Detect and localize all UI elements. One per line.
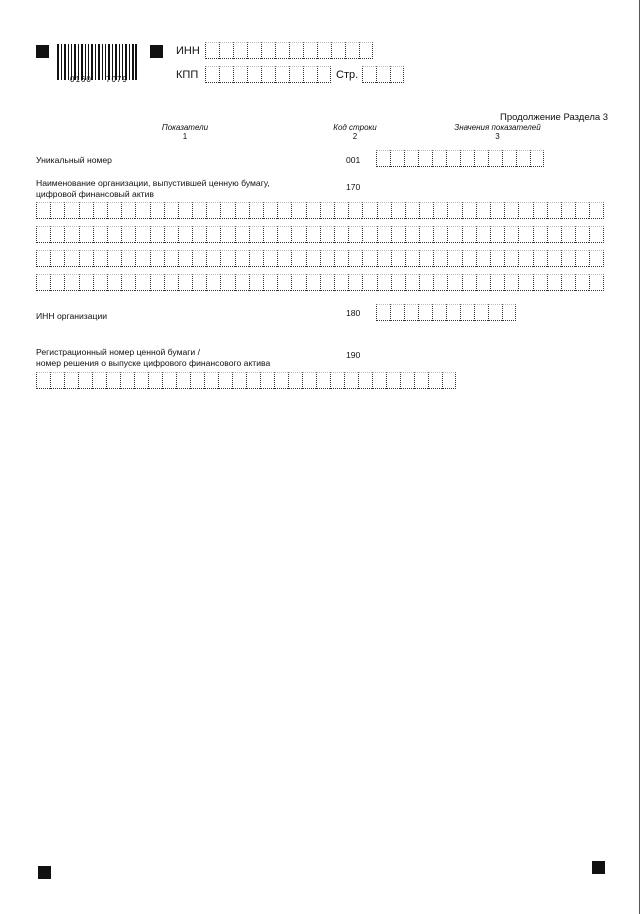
char-cell[interactable] (246, 372, 260, 389)
char-cell[interactable] (377, 226, 391, 243)
unique-number-field[interactable] (376, 150, 544, 167)
char-cell[interactable] (178, 202, 192, 219)
column-number-2: 2 (352, 132, 358, 141)
char-cell[interactable] (306, 274, 320, 291)
char-cell[interactable] (561, 226, 575, 243)
char-cell[interactable] (446, 150, 460, 167)
section-title: Продолжение Раздела 3 (500, 112, 609, 123)
char-cell[interactable] (518, 202, 532, 219)
char-cell[interactable] (362, 202, 376, 219)
column-header-line-code: Код строки (333, 123, 377, 132)
char-cell[interactable] (575, 202, 589, 219)
char-cell[interactable] (64, 226, 78, 243)
char-cell[interactable] (205, 42, 219, 59)
column-header-values: Значения показателей (454, 123, 541, 132)
char-cell[interactable] (447, 226, 461, 243)
char-cell[interactable] (433, 202, 447, 219)
char-cell[interactable] (348, 274, 362, 291)
char-cell[interactable] (206, 274, 220, 291)
page-number-field[interactable] (362, 66, 404, 83)
char-cell[interactable] (64, 202, 78, 219)
issuer-name-field-line-2[interactable] (36, 226, 604, 243)
char-cell[interactable] (121, 274, 135, 291)
row-001-code: 001 (346, 155, 361, 165)
char-cell[interactable] (530, 150, 544, 167)
char-cell[interactable] (462, 274, 476, 291)
char-cell[interactable] (504, 202, 518, 219)
row-190-label: Регистрационный номер ценной бумаги / (36, 347, 200, 357)
char-cell[interactable] (433, 250, 447, 267)
barcode-number-right: 7079 (106, 75, 128, 84)
char-cell[interactable] (405, 226, 419, 243)
char-cell[interactable] (391, 226, 405, 243)
char-cell[interactable] (205, 66, 219, 83)
char-cell[interactable] (291, 274, 305, 291)
char-cell[interactable] (178, 250, 192, 267)
char-cell[interactable] (274, 372, 288, 389)
char-cell[interactable] (93, 202, 107, 219)
row-001-label: Уникальный номер (36, 155, 112, 165)
char-cell[interactable] (263, 226, 277, 243)
char-cell[interactable] (533, 250, 547, 267)
char-cell[interactable] (92, 372, 106, 389)
corner-marker-bottom-right (592, 861, 605, 874)
inn-field[interactable] (205, 42, 373, 59)
char-cell[interactable] (462, 250, 476, 267)
char-cell[interactable] (334, 226, 348, 243)
char-cell[interactable] (303, 66, 317, 83)
char-cell[interactable] (220, 274, 234, 291)
char-cell[interactable] (235, 250, 249, 267)
column-number-1: 1 (182, 132, 188, 141)
char-cell[interactable] (405, 274, 419, 291)
char-cell[interactable] (418, 304, 432, 321)
issuer-name-field-line-4[interactable] (36, 274, 604, 291)
char-cell[interactable] (446, 304, 460, 321)
char-cell[interactable] (204, 372, 218, 389)
char-cell[interactable] (320, 226, 334, 243)
char-cell[interactable] (206, 250, 220, 267)
char-cell[interactable] (93, 250, 107, 267)
char-cell[interactable] (518, 226, 532, 243)
char-cell[interactable] (50, 274, 64, 291)
char-cell[interactable] (291, 250, 305, 267)
column-header-indicators: Показатели (161, 123, 209, 132)
char-cell[interactable] (547, 250, 561, 267)
char-cell[interactable] (460, 150, 474, 167)
char-cell[interactable] (247, 66, 261, 83)
char-cell[interactable] (476, 250, 490, 267)
char-cell[interactable] (589, 274, 603, 291)
char-cell[interactable] (220, 226, 234, 243)
char-cell[interactable] (263, 250, 277, 267)
kpp-label: КПП (176, 69, 199, 81)
char-cell[interactable] (419, 226, 433, 243)
char-cell[interactable] (150, 250, 164, 267)
char-cell[interactable] (404, 304, 418, 321)
char-cell[interactable] (331, 42, 345, 59)
char-cell[interactable] (490, 274, 504, 291)
char-cell[interactable] (206, 226, 220, 243)
char-cell[interactable] (575, 250, 589, 267)
char-cell[interactable] (150, 274, 164, 291)
char-cell[interactable] (206, 202, 220, 219)
char-cell[interactable] (317, 42, 331, 59)
char-cell[interactable] (36, 202, 50, 219)
char-cell[interactable] (120, 372, 134, 389)
char-cell[interactable] (330, 372, 344, 389)
char-cell[interactable] (589, 250, 603, 267)
char-cell[interactable] (36, 372, 50, 389)
char-cell[interactable] (390, 66, 404, 83)
char-cell[interactable] (263, 202, 277, 219)
char-cell[interactable] (516, 150, 530, 167)
char-cell[interactable] (164, 226, 178, 243)
char-cell[interactable] (432, 150, 446, 167)
char-cell[interactable] (93, 274, 107, 291)
char-cell[interactable] (334, 250, 348, 267)
char-cell[interactable] (291, 202, 305, 219)
char-cell[interactable] (220, 250, 234, 267)
char-cell[interactable] (432, 304, 446, 321)
char-cell[interactable] (348, 202, 362, 219)
char-cell[interactable] (289, 66, 303, 83)
char-cell[interactable] (447, 250, 461, 267)
char-cell[interactable] (533, 226, 547, 243)
char-cell[interactable] (490, 226, 504, 243)
char-cell[interactable] (36, 274, 50, 291)
char-cell[interactable] (320, 274, 334, 291)
char-cell[interactable] (121, 202, 135, 219)
char-cell[interactable] (391, 250, 405, 267)
char-cell[interactable] (50, 250, 64, 267)
char-cell[interactable] (134, 372, 148, 389)
char-cell[interactable] (447, 202, 461, 219)
char-cell[interactable] (64, 274, 78, 291)
char-cell[interactable] (164, 202, 178, 219)
corner-marker-top-mid (150, 45, 163, 58)
char-cell[interactable] (404, 150, 418, 167)
char-cell[interactable] (192, 250, 206, 267)
char-cell[interactable] (488, 150, 502, 167)
char-cell[interactable] (135, 202, 149, 219)
char-cell[interactable] (476, 274, 490, 291)
char-cell[interactable] (474, 150, 488, 167)
char-cell[interactable] (275, 42, 289, 59)
char-cell[interactable] (561, 202, 575, 219)
char-cell[interactable] (490, 250, 504, 267)
char-cell[interactable] (405, 250, 419, 267)
char-cell[interactable] (320, 250, 334, 267)
char-cell[interactable] (362, 274, 376, 291)
char-cell[interactable] (277, 274, 291, 291)
char-cell[interactable] (289, 42, 303, 59)
char-cell[interactable] (233, 42, 247, 59)
char-cell[interactable] (219, 42, 233, 59)
registration-number-field[interactable] (36, 372, 456, 389)
char-cell[interactable] (36, 226, 50, 243)
char-cell[interactable] (162, 372, 176, 389)
char-cell[interactable] (344, 372, 358, 389)
char-cell[interactable] (359, 42, 373, 59)
char-cell[interactable] (107, 250, 121, 267)
char-cell[interactable] (150, 202, 164, 219)
char-cell[interactable] (502, 150, 516, 167)
char-cell[interactable] (377, 274, 391, 291)
row-190-label-2: номер решения о выпуске цифрового финансового актива (36, 358, 271, 368)
char-cell[interactable] (345, 42, 359, 59)
char-cell[interactable] (277, 250, 291, 267)
char-cell[interactable] (235, 202, 249, 219)
char-cell[interactable] (376, 66, 390, 83)
char-cell[interactable] (247, 42, 261, 59)
char-cell[interactable] (462, 226, 476, 243)
char-cell[interactable] (192, 274, 206, 291)
char-cell[interactable] (303, 42, 317, 59)
char-cell[interactable] (386, 372, 400, 389)
char-cell[interactable] (233, 66, 247, 83)
char-cell[interactable] (219, 66, 233, 83)
char-cell[interactable] (106, 372, 120, 389)
char-cell[interactable] (260, 372, 274, 389)
char-cell[interactable] (93, 226, 107, 243)
char-cell[interactable] (306, 250, 320, 267)
char-cell[interactable] (348, 250, 362, 267)
char-cell[interactable] (320, 202, 334, 219)
char-cell[interactable] (302, 372, 316, 389)
char-cell[interactable] (235, 226, 249, 243)
char-cell[interactable] (135, 250, 149, 267)
char-cell[interactable] (121, 250, 135, 267)
char-cell[interactable] (220, 202, 234, 219)
char-cell[interactable] (135, 274, 149, 291)
char-cell[interactable] (306, 226, 320, 243)
char-cell[interactable] (148, 372, 162, 389)
char-cell[interactable] (135, 226, 149, 243)
char-cell[interactable] (358, 372, 372, 389)
char-cell[interactable] (405, 202, 419, 219)
char-cell[interactable] (488, 304, 502, 321)
char-cell[interactable] (79, 250, 93, 267)
char-cell[interactable] (533, 202, 547, 219)
char-cell[interactable] (192, 202, 206, 219)
char-cell[interactable] (418, 150, 432, 167)
kpp-field[interactable] (205, 66, 331, 83)
char-cell[interactable] (192, 226, 206, 243)
char-cell[interactable] (419, 274, 433, 291)
char-cell[interactable] (460, 304, 474, 321)
char-cell[interactable] (263, 274, 277, 291)
char-cell[interactable] (178, 226, 192, 243)
char-cell[interactable] (547, 274, 561, 291)
char-cell[interactable] (419, 250, 433, 267)
char-cell[interactable] (362, 250, 376, 267)
char-cell[interactable] (400, 372, 414, 389)
char-cell[interactable] (561, 250, 575, 267)
char-cell[interactable] (218, 372, 232, 389)
char-cell[interactable] (433, 226, 447, 243)
inn-label: ИНН (176, 45, 200, 57)
char-cell[interactable] (575, 226, 589, 243)
row-170-code: 170 (346, 182, 361, 192)
char-cell[interactable] (504, 250, 518, 267)
corner-marker-top-left (36, 45, 49, 58)
char-cell[interactable] (474, 304, 488, 321)
char-cell[interactable] (306, 202, 320, 219)
char-cell[interactable] (490, 202, 504, 219)
char-cell[interactable] (176, 372, 190, 389)
char-cell[interactable] (377, 250, 391, 267)
char-cell[interactable] (107, 226, 121, 243)
char-cell[interactable] (376, 304, 390, 321)
char-cell[interactable] (447, 274, 461, 291)
char-cell[interactable] (64, 250, 78, 267)
char-cell[interactable] (317, 66, 331, 83)
row-190-code: 190 (346, 350, 361, 360)
char-cell[interactable] (107, 274, 121, 291)
char-cell[interactable] (419, 202, 433, 219)
row-180-label: ИНН организации (36, 311, 108, 321)
char-cell[interactable] (249, 250, 263, 267)
char-cell[interactable] (50, 202, 64, 219)
char-cell[interactable] (121, 226, 135, 243)
char-cell[interactable] (316, 372, 330, 389)
row-170-label-2: цифровой финансовый актив (36, 189, 154, 199)
char-cell[interactable] (291, 226, 305, 243)
char-cell[interactable] (462, 202, 476, 219)
char-cell[interactable] (561, 274, 575, 291)
char-cell[interactable] (589, 202, 603, 219)
char-cell[interactable] (249, 274, 263, 291)
char-cell[interactable] (372, 372, 386, 389)
char-cell[interactable] (376, 150, 390, 167)
char-cell[interactable] (79, 226, 93, 243)
organization-inn-field[interactable] (376, 304, 516, 321)
corner-marker-bottom-left (38, 866, 51, 879)
char-cell[interactable] (190, 372, 204, 389)
char-cell[interactable] (414, 372, 428, 389)
char-cell[interactable] (442, 372, 456, 389)
char-cell[interactable] (261, 42, 275, 59)
char-cell[interactable] (575, 274, 589, 291)
issuer-name-field-line-1[interactable] (36, 202, 604, 219)
char-cell[interactable] (502, 304, 516, 321)
char-cell[interactable] (249, 202, 263, 219)
char-cell[interactable] (50, 372, 64, 389)
column-number-3: 3 (495, 132, 500, 141)
char-cell[interactable] (334, 202, 348, 219)
char-cell[interactable] (150, 226, 164, 243)
char-cell[interactable] (504, 274, 518, 291)
char-cell[interactable] (348, 226, 362, 243)
char-cell[interactable] (235, 274, 249, 291)
row-170-label: Наименование организации, выпустившей ценную бумагу, (36, 178, 270, 188)
char-cell[interactable] (589, 226, 603, 243)
char-cell[interactable] (64, 372, 78, 389)
page-label: Стр. (336, 69, 359, 81)
char-cell[interactable] (504, 226, 518, 243)
char-cell[interactable] (476, 226, 490, 243)
row-180-code: 180 (346, 308, 361, 318)
char-cell[interactable] (334, 274, 348, 291)
char-cell[interactable] (277, 226, 291, 243)
char-cell[interactable] (79, 274, 93, 291)
char-cell[interactable] (547, 226, 561, 243)
char-cell[interactable] (547, 202, 561, 219)
char-cell[interactable] (288, 372, 302, 389)
char-cell[interactable] (164, 250, 178, 267)
char-cell[interactable] (377, 202, 391, 219)
char-cell[interactable] (178, 274, 192, 291)
char-cell[interactable] (362, 66, 376, 83)
char-cell[interactable] (249, 226, 263, 243)
char-cell[interactable] (261, 66, 275, 83)
char-cell[interactable] (390, 150, 404, 167)
char-cell[interactable] (391, 274, 405, 291)
char-cell[interactable] (107, 202, 121, 219)
issuer-name-field-line-3[interactable] (36, 250, 604, 267)
char-cell[interactable] (390, 304, 404, 321)
char-cell[interactable] (362, 226, 376, 243)
char-cell[interactable] (36, 250, 50, 267)
char-cell[interactable] (518, 274, 532, 291)
char-cell[interactable] (518, 250, 532, 267)
char-cell[interactable] (533, 274, 547, 291)
char-cell[interactable] (391, 202, 405, 219)
char-cell[interactable] (428, 372, 442, 389)
char-cell[interactable] (277, 202, 291, 219)
char-cell[interactable] (433, 274, 447, 291)
char-cell[interactable] (164, 274, 178, 291)
char-cell[interactable] (78, 372, 92, 389)
char-cell[interactable] (50, 226, 64, 243)
char-cell[interactable] (275, 66, 289, 83)
char-cell[interactable] (79, 202, 93, 219)
barcode-number-left: 0160 (70, 75, 92, 84)
char-cell[interactable] (476, 202, 490, 219)
char-cell[interactable] (232, 372, 246, 389)
